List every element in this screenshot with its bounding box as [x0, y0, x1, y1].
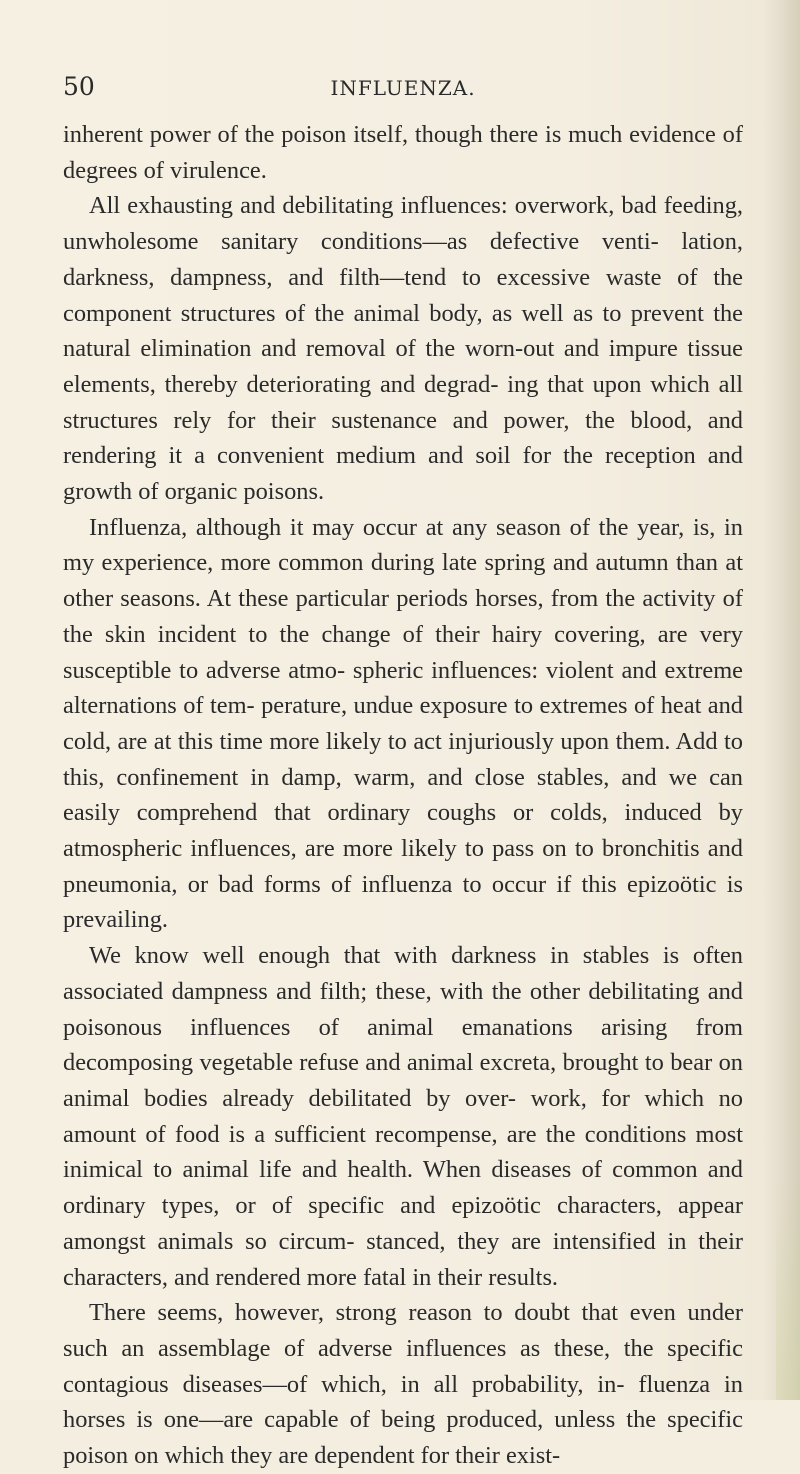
page-edge-discoloration: [776, 1180, 800, 1400]
paragraph-stable-conditions: We know well enough that with darkness in stables is often associated dampness and filth; these, with the other debilitating and poisonous influences of animal emanations arising from decomposing vegetable refuse and animal excreta, brought to bear on animal bodies already debilitated by over- work, for which no amount of food is a sufficient recompense, are the conditions most inimical to animal life and health. When diseases of common and ordinary types, or of specific and epizoötic characters, appear amongst animals so circum- stanced, they are intensified in their characters, and rendered more fatal in their results.: [63, 942, 743, 1291]
page-number: 50: [63, 72, 95, 101]
paragraph-contagious-diseases: There seems, however, strong reason to doubt that even under such an assemblage of adverse influences as these, the specific contagious diseases—of which, in all probability, in- fluenza in horses is one—are capable of being produced, unless the specific poison on which they are dependent for their exist-: [63, 1299, 743, 1470]
page-header: [63, 72, 743, 108]
paragraph-continuation: inherent power of the poison itself, though there is much evidence of degrees of virulence.: [63, 121, 743, 184]
running-head: INFLUENZA.: [330, 76, 476, 100]
paragraph-influenza-seasons: Influenza, although it may occur at any season of the year, is, in my experience, more common during late spring and autumn than at other seasons. At these particular periods horses, from the activity of the skin incident to the change of their hairy covering, are very susceptible to adverse atmo- spheric influences: violent and extreme alternations of tem- perature, undue exposure to extremes of heat and cold, are at this time more likely to act injuriously upon them. Add to this, confinement in damp, warm, and close stables, and we can easily comprehend that ordinary coughs or colds, induced by atmospheric influences, are more likely to pass on to bronchitis and pneumonia, or bad forms of influenza to occur if this epizoötic is prevailing.: [63, 513, 743, 934]
body-text: [63, 117, 743, 1474]
paragraph-debilitating-influences: All exhausting and debilitating influences: overwork, bad feeding, unwholesome sanitary conditions—as defective venti- lation, darkness, dampness, and filth—tend to excessive waste of the component structures of the animal body, as well as to prevent the natural elimination and removal of the worn-out and impure tissue elements, thereby deteriorating and degrad- ing that upon which all structures rely for their sustenance and power, the blood, and rendering it a convenient medium and soil for the reception and growth of organic poisons.: [63, 192, 743, 506]
